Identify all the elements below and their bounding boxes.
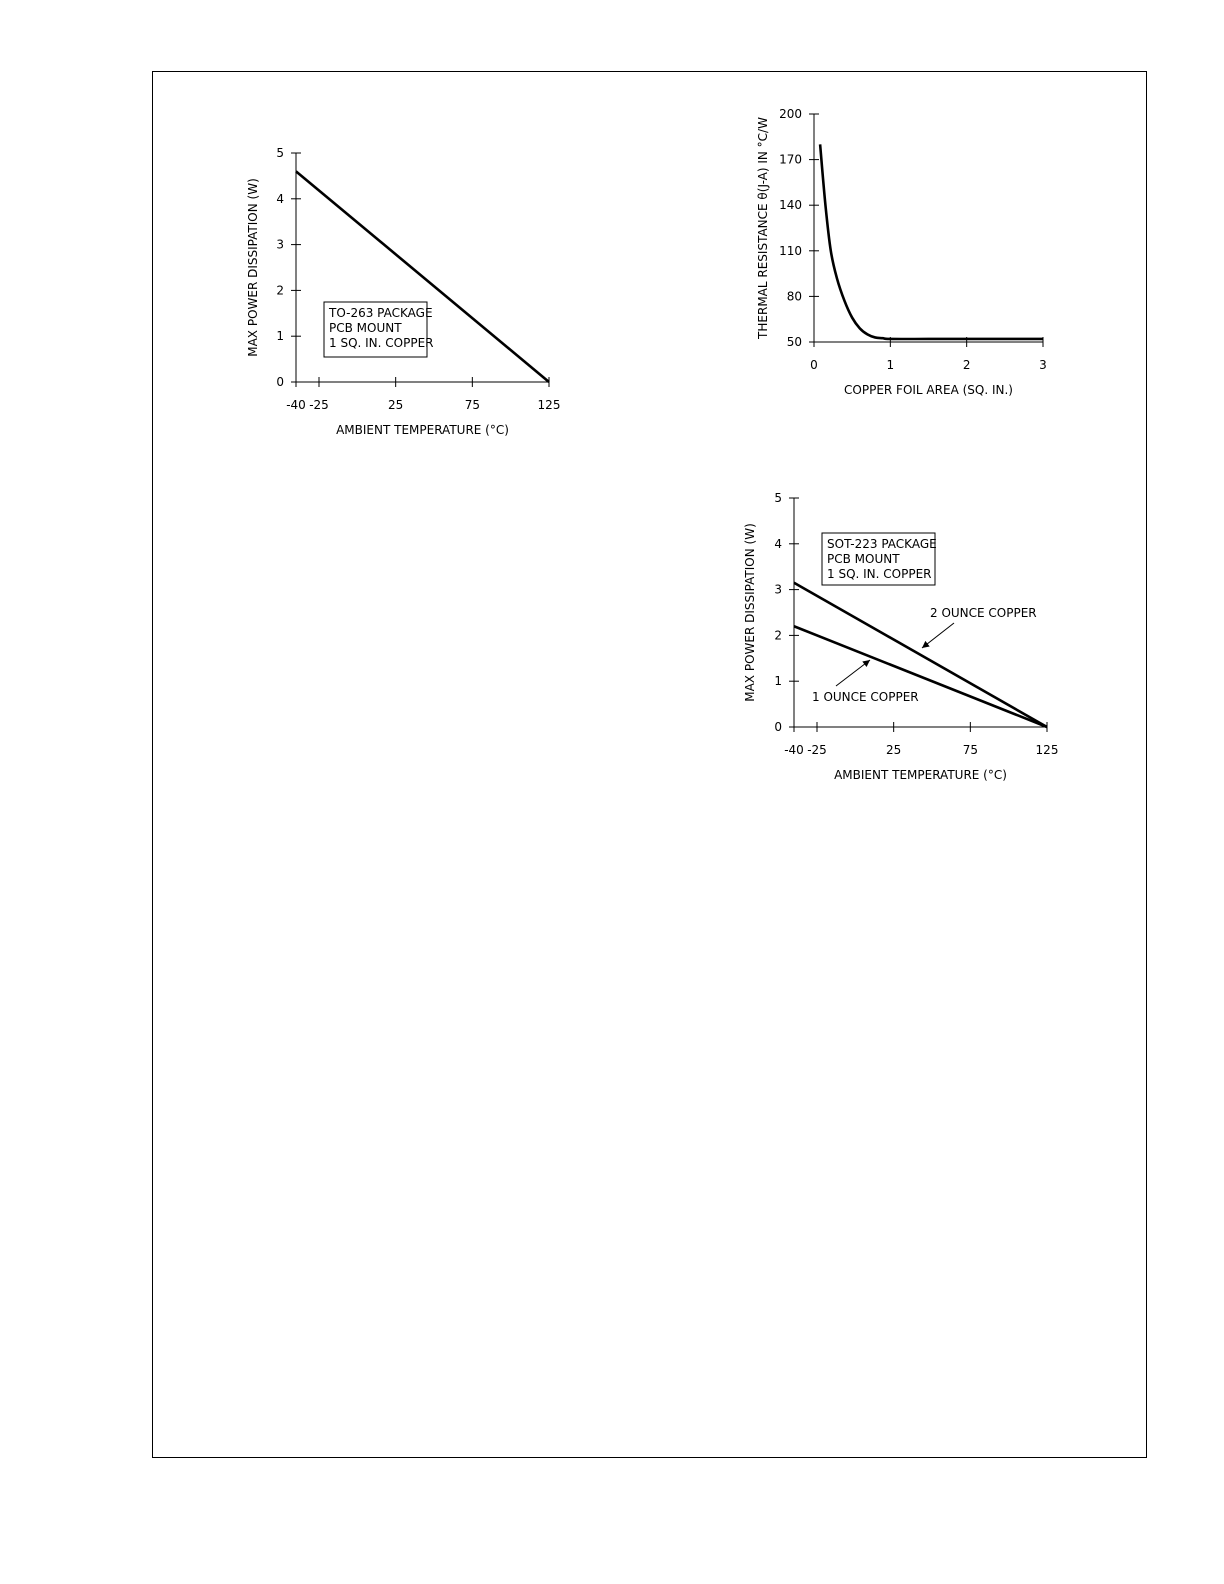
x-tick-label: 125	[537, 398, 561, 412]
y-axis-label: MAX POWER DISSIPATION (W)	[743, 523, 757, 702]
y-tick-label: 80	[786, 289, 802, 304]
x-tick-label: 1	[886, 358, 895, 372]
y-tick-label: 0	[276, 375, 284, 389]
x-tick-label: -40	[286, 398, 306, 412]
annotation-line: PCB MOUNT	[329, 321, 402, 335]
x-tick-label: -25	[807, 743, 827, 757]
x-tick-label: 25	[886, 743, 902, 757]
annotation-line: 1 SQ. IN. COPPER	[827, 567, 932, 581]
x-axis-label: AMBIENT TEMPERATURE (°C)	[336, 423, 509, 437]
y-tick-label: 1	[774, 674, 782, 689]
series-line-0	[794, 583, 1047, 727]
annotation-line: 1 SQ. IN. COPPER	[329, 336, 434, 350]
arrow-head	[922, 641, 930, 648]
y-tick-label: 110	[779, 243, 802, 258]
x-tick-label: -25	[309, 398, 329, 412]
series-label: 2 OUNCE COPPER	[930, 606, 1037, 620]
y-tick-label: 4	[276, 191, 284, 206]
annotation-line: SOT-223 PACKAGE	[827, 537, 937, 551]
y-tick-label: 1	[276, 329, 284, 344]
x-tick-label: -40	[784, 743, 804, 757]
y-axis-label: MAX POWER DISSIPATION (W)	[246, 178, 260, 357]
x-tick-label: 0	[810, 358, 818, 372]
series-line-1	[794, 626, 1047, 727]
arrow-head	[862, 660, 870, 667]
x-tick-label: 125	[1035, 743, 1059, 757]
annotation-line: TO-263 PACKAGE	[329, 306, 433, 320]
series-line-0	[820, 144, 1043, 339]
y-tick-label: 5	[276, 146, 284, 160]
y-tick-label: 4	[774, 536, 782, 551]
x-axis-label: AMBIENT TEMPERATURE (°C)	[834, 768, 1007, 782]
y-tick-label: 50	[786, 335, 802, 349]
y-tick-label: 140	[779, 198, 802, 213]
y-tick-label: 2	[774, 628, 782, 643]
x-tick-label: 2	[962, 358, 971, 372]
y-tick-label: 3	[276, 237, 284, 252]
y-tick-label: 170	[779, 152, 802, 167]
y-tick-label: 3	[774, 582, 782, 597]
y-tick-label: 2	[276, 283, 284, 298]
chart-thermal-resistance	[750, 100, 1070, 410]
y-tick-label: 200	[779, 107, 802, 121]
chart-to263-power-dissipation	[240, 140, 580, 450]
x-tick-label: 75	[962, 743, 978, 757]
x-tick-label: 25	[388, 398, 404, 412]
y-tick-label: 5	[774, 491, 782, 505]
annotation-line: PCB MOUNT	[827, 552, 900, 566]
x-tick-label: 3	[1039, 358, 1047, 372]
x-tick-label: 75	[464, 398, 480, 412]
y-axis-label: THERMAL RESISTANCE θ(J-A) IN °C/W	[756, 117, 770, 339]
series-label: 1 OUNCE COPPER	[812, 690, 919, 704]
y-tick-label: 0	[774, 720, 782, 734]
x-axis-label: COPPER FOIL AREA (SQ. IN.)	[844, 383, 1013, 397]
chart-sot223-power-dissipation	[740, 485, 1070, 795]
